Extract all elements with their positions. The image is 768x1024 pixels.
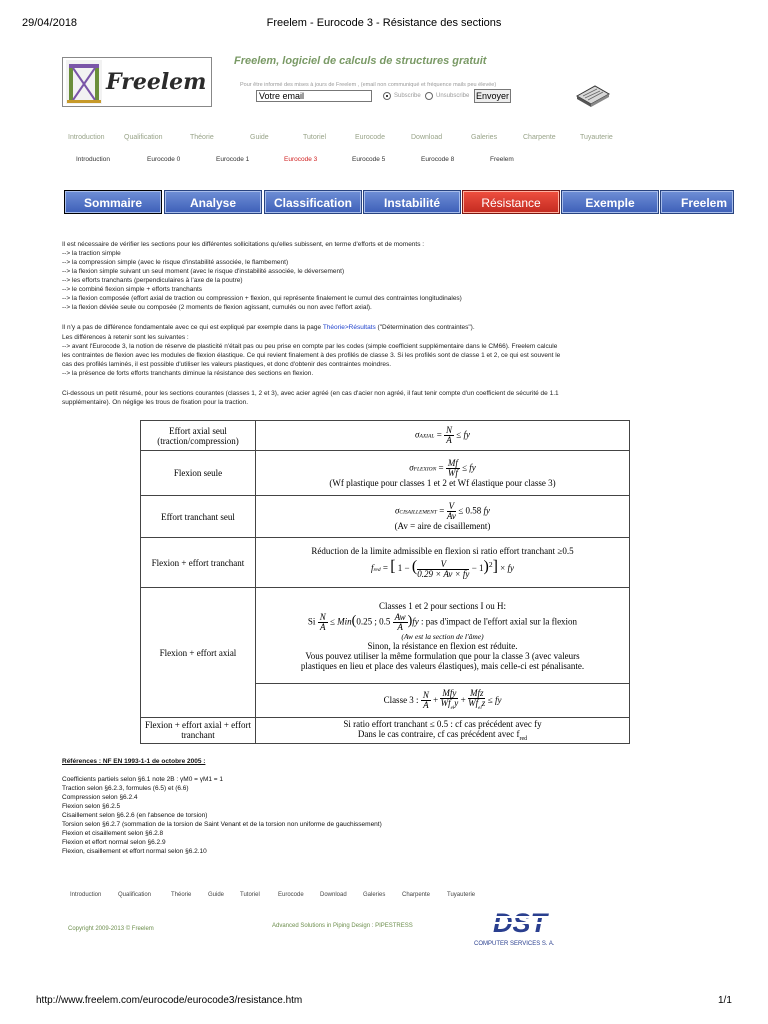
intro-line-3: --> la flexion simple suivant un seul moment (avec le risque d'instabilité associée, le déversement) — [62, 268, 345, 275]
nav-download[interactable]: Download — [411, 134, 443, 141]
formula-flexion-axial-class12: Classes 1 et 2 pour sections I ou H: Si $\frac{N}{A}$ ≤ Min(0.25 ; 0.5 $\frac{Aw}{A}$ )fy : pas d'impact de l'effort axial sur la flexion (Aw est la section de l'âme) Sinon, la résistance en flexion est réduite. Vous pouvez utiliser la même formulation que pour la classe 3 (avec valeurs plastiques en lieu et place des valeurs élastiques), mais celle-ci est pénalisante. — [256, 588, 630, 684]
diff-line-3: cas des profilés laminés, il est possible d'utiliser les valeurs plastiques, et donc d'obtenir des contraintes moindres. — [62, 361, 392, 368]
refs-title: Références : NF EN 1993-1-1 de octobre 2005 : — [62, 758, 206, 765]
send-button[interactable]: Envoyer — [475, 91, 510, 101]
row-axial-label: Effort axial seul (traction/compression) — [141, 421, 256, 451]
subnav-eurocode-3[interactable]: Eurocode 3 — [284, 156, 318, 163]
class12-text: : pas d'impact de l'effort axial sur la flexion — [421, 616, 578, 627]
diff-line-0: Les différences à retenir sont les suivantes : — [62, 334, 189, 341]
ref-7: Flexion et effort normal selon §6.2.9 — [62, 839, 166, 846]
logo-text: Freelem — [106, 69, 207, 95]
tab-exemple[interactable]: Exemple — [561, 190, 659, 214]
print-date: 29/04/2018 — [22, 17, 78, 29]
formula-tranchant: σCISAILLEMENT = $\frac{V}{Av}$ ≤ 0.58 fy (Av = aire de cisaillement) — [256, 496, 630, 538]
nav-tuyauterie[interactable]: Tuyauterie — [580, 134, 613, 141]
all-line-2: Dans le cas contraire, cf cas précédent avec f — [357, 729, 520, 739]
copyright: Copyright 2009-2013 © Freelem — [68, 926, 154, 932]
pipestress-link[interactable]: Advanced Solutions in Piping Design : PIPESTRESS — [272, 923, 413, 929]
footer-nav-tutoriel[interactable]: Tutoriel — [240, 892, 260, 898]
intro-line-6: --> la flexion composée (effort axial de traction ou compression + flexion, qui représente finalement le cumul des contraintes longitudinales) — [62, 295, 462, 302]
site-tagline: Freelem, logiciel de calculs de structures gratuit — [234, 55, 487, 67]
diff-line-1: --> avant l'Eurocode 3, la notion de réserve de plasticité n'était pas ou peu prise en compte par les codes (simple coefficient supplémentaire dans le CM66). Freelem calcule — [62, 343, 558, 350]
unsubscribe-radio[interactable] — [425, 92, 433, 100]
tab-classification[interactable]: Classification — [264, 190, 362, 214]
formula-table — [140, 420, 630, 744]
footer-nav-tuyauterie[interactable]: Tuyauterie — [447, 892, 476, 898]
para-theorie-after: ("Détermination des contraintes"). — [375, 324, 475, 331]
subnav-introduction[interactable]: Introduction — [76, 156, 110, 163]
nav-introduction[interactable]: Introduction — [68, 134, 105, 141]
ref-4: Cisaillement selon §6.2.6 (en l'absence de torsion) — [62, 812, 208, 819]
nav-theorie[interactable]: Théorie — [190, 134, 214, 141]
subnav-eurocode-5[interactable]: Eurocode 5 — [352, 156, 386, 163]
formula-flexion-tranchant: Réduction de la limite admissible en flexion si ratio effort tranchant ≥0.5 fred = [ 1 − ( $\frac{V}{0.29 \times Av \times fy}$ − 1)$^2$] × fy — [256, 538, 630, 588]
footer-nav-download[interactable]: Download — [320, 892, 347, 898]
ref-6: Flexion et cisaillement selon §6.2.8 — [62, 830, 164, 837]
nav-eurocode[interactable]: Eurocode — [355, 134, 385, 141]
intro-line-7: --> la flexion déviée seule ou composée (2 moments de flexion agissant, cumulés ou non avec l'effort axial). — [62, 304, 372, 311]
formula-flexion-axial-class3: Classe 3 : $\frac{N}{A}$ + $\frac{\text{Mfy}}{Wf_{el}y}$ + $\frac{\text{Mfz}}{Wf_{el}z}$ ≤ fy — [256, 684, 630, 718]
footer-nav-eurocode[interactable]: Eurocode — [278, 892, 304, 898]
nav-guide[interactable]: Guide — [250, 134, 269, 141]
footer-nav-qualification[interactable]: Qualification — [118, 892, 152, 898]
nav-charpente[interactable]: Charpente — [523, 134, 556, 141]
intro-line-1: --> la traction simple — [62, 250, 121, 257]
footer-nav-introduction[interactable]: Introduction — [70, 892, 102, 898]
nav-qualification[interactable]: Qualification — [124, 134, 163, 141]
tab-resistance[interactable]: Résistance — [462, 190, 560, 214]
formula-axial: σAXIAL = $\frac{N}{A}$ ≤ fy — [256, 421, 630, 451]
intro-line-5: --> le combiné flexion simple + efforts tranchants — [62, 286, 203, 293]
print-url: http://www.freelem.com/eurocode/eurocode3/resistance.htm — [36, 995, 303, 1006]
footer-nav-guide[interactable]: Guide — [208, 892, 225, 898]
freelem-logo[interactable] — [62, 57, 212, 107]
ref-1: Traction selon §6.2.3, formules (6.5) et (6.6) — [62, 785, 189, 792]
subnav-freelem[interactable]: Freelem — [490, 156, 514, 163]
tab-instabilite[interactable]: Instabilité — [363, 190, 461, 214]
formula-all — [256, 718, 630, 744]
ref-0: Coefficients partiels selon §6.1 note 2B : γM0 = γM1 = 1 — [62, 776, 224, 783]
ref-8: Flexion, cisaillement et effort normal selon §6.2.10 — [62, 848, 207, 855]
para-theorie — [62, 324, 475, 331]
ref-3: Flexion selon §6.2.5 — [62, 803, 121, 810]
email-input[interactable] — [256, 90, 372, 102]
nav-galeries[interactable]: Galeries — [471, 134, 498, 141]
formula-flexion: σFLEXION = $\frac{Mf}{Wf}$ ≤ fy (Wf plastique pour classes 1 et 2 et Wf élastique pour classe 3) — [256, 451, 630, 496]
intro-line-0: Il est nécessaire de vérifier les sections pour les différentes sollicitations qu'elles subissent, en terme d'efforts et de moments : — [62, 241, 425, 248]
ref-2: Compression selon §6.2.4 — [62, 794, 138, 801]
theorie-resultats-link[interactable]: Théorie>Résultats — [322, 324, 376, 331]
tab-analyse[interactable]: Analyse — [164, 190, 262, 214]
summary-line-0: Ci-dessous un petit résumé, pour les sections courantes (classes 1, 2 et 3), avec acier agréé (en cas d'acier non agréé, il faut tenir compte d'un coefficient de sécurité de 1.1 — [62, 390, 559, 397]
diff-line-2: les contraintes de flexion avec les modules de flexion élastique. Ce qui revient finalement à des profilés de classe 3. Si les profilés sont de classe 1 et 2, ce qui est souvent le — [62, 352, 561, 359]
newsletter-note: Pour être informé des mises à jours de Freelem , (email non communiqué et fréquence mails peu élevée) — [240, 82, 497, 88]
row-tranchant-label: Effort tranchant seul — [141, 496, 256, 538]
subscribe-label: Subscribe — [394, 93, 421, 99]
footer-nav-theorie[interactable]: Théorie — [171, 892, 192, 898]
row-flexion-axial-label: Flexion + effort axial — [141, 588, 256, 718]
footer-nav-charpente[interactable]: Charpente — [402, 892, 431, 898]
subscribe-radio[interactable] — [383, 92, 391, 100]
row-all-label: Flexion + effort axial + effort tranchant — [141, 718, 256, 744]
row-flexion-tranchant-label: Flexion + effort tranchant — [141, 538, 256, 588]
ref-5: Torsion selon §6.2.7 (sommation de la torsion de Saint Venant et de la torsion non uniforme de gauchissement) — [62, 821, 382, 828]
para-theorie-before: Il n'y a pas de différence fondamentale avec ce qui est expliqué par exemple dans la page — [62, 324, 323, 331]
class12-line-1: Sinon, la résistance en flexion est réduite. — [367, 640, 518, 651]
class12-line-3: plastiques en lieu et place des valeurs élastiques), mais celle-ci est pénalisante. — [300, 660, 585, 671]
row-flexion-label: Flexion seule — [141, 451, 256, 496]
footer-nav-galeries[interactable]: Galeries — [363, 892, 386, 898]
tab-sommaire[interactable]: Sommaire — [64, 190, 162, 214]
class12-line-2: Vous pouvez utiliser la même formulation que pour la classe 3 (avec valeurs — [305, 650, 580, 661]
tranchant-note: (Av = aire de cisaillement) — [394, 521, 491, 531]
diff-line-4: --> la présence de forts efforts tranchants diminue la résistance des sections en flexion. — [62, 370, 314, 377]
print-page-number: 1/1 — [718, 995, 732, 1006]
freelem-logo-icon — [66, 60, 102, 104]
nav-tutoriel[interactable]: Tutoriel — [303, 134, 327, 141]
subnav-eurocode-0[interactable]: Eurocode 0 — [147, 156, 181, 163]
print-title: Freelem - Eurocode 3 - Résistance des sections — [266, 17, 502, 29]
intro-line-4: --> les efforts tranchants (perpendiculaires à l'axe de la poutre) — [62, 277, 243, 284]
aw-note: (Aw est la section de l'âme) — [401, 631, 484, 641]
dst-logo[interactable] — [474, 908, 566, 936]
class3-label: Classe 3 : — [383, 694, 419, 705]
subnav-eurocode-8[interactable]: Eurocode 8 — [421, 156, 455, 163]
unsubscribe-label: Unsubscribe — [436, 93, 470, 99]
all-line-2-sub: red — [519, 735, 528, 742]
book-icon[interactable] — [575, 82, 611, 108]
all-line-1: Si ratio effort tranchant ≤ 0.5 : cf cas précédent avec fy — [343, 719, 542, 729]
company-name: COMPUTER SERVICES S. A. — [474, 941, 555, 947]
flexion-tranchant-note: Réduction de la limite admissible en flexion si ratio effort tranchant ≥0.5 — [311, 546, 574, 557]
summary-line-1: supplémentaire). On néglige les trous de fixation pour la traction. — [62, 399, 249, 406]
tab-freelem[interactable]: Freelem — [660, 190, 734, 214]
intro-line-2: --> la compression simple (avec le risque d'instabilité associée, le flambement) — [62, 259, 289, 266]
flexion-note: (Wf plastique pour classes 1 et 2 et Wf élastique pour classe 3) — [329, 477, 556, 488]
class12-title: Classes 1 et 2 pour sections I ou H: — [379, 600, 506, 611]
subnav-eurocode-1[interactable]: Eurocode 1 — [216, 156, 250, 163]
dst-logo-text: DST — [493, 908, 547, 936]
